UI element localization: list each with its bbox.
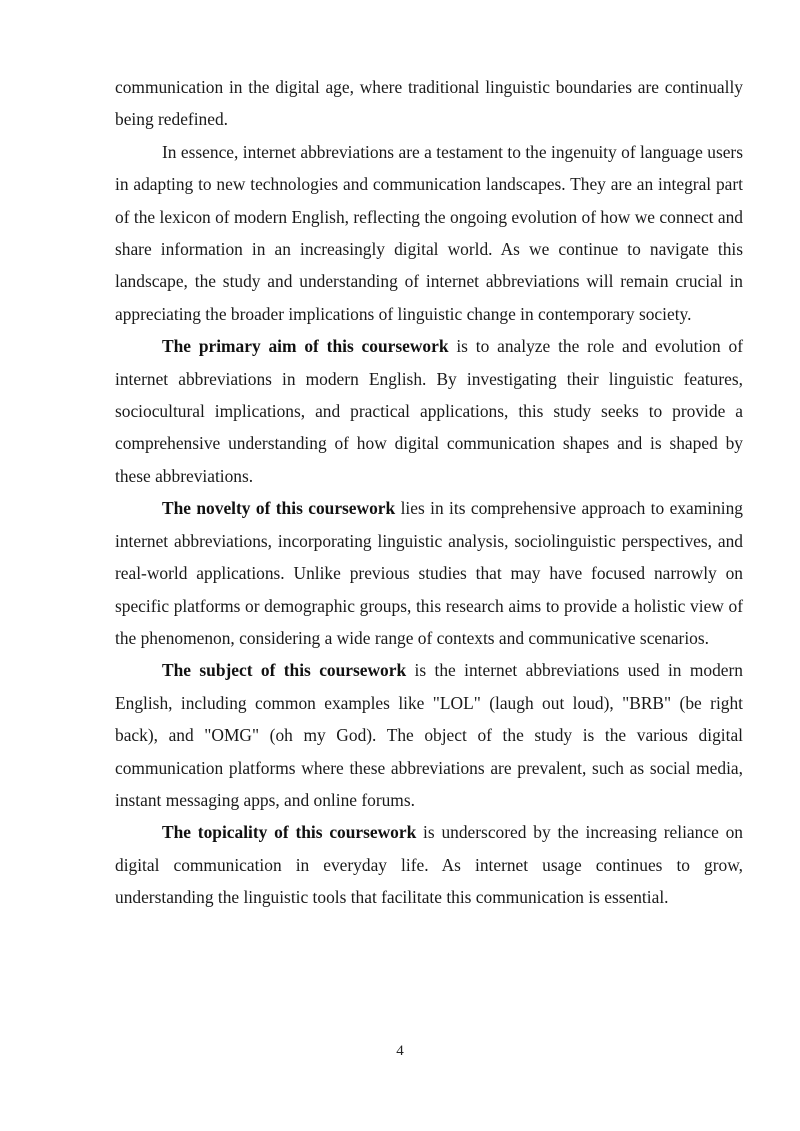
paragraph-text: lies in its comprehensive approach to examining internet abbreviations, incorporating linguistic analysis, sociolinguistic perspectives, and real-world applications. Unlike previous studies that may have focused narrowly on specific platforms or demographic groups, this research aims to provide a holistic view of the phenomenon, considering a wide range of contexts and communicative scenarios. [115, 498, 743, 648]
paragraph-text: In essence, internet abbreviations are a testament to the ingenuity of language users in adapting to new technologies and communication landscapes. They are an integral part of the lexicon of modern English, reflecting the ongoing evolution of how we connect and share information in an increasingly digital world. As we continue to navigate this landscape, the study and understanding of internet abbreviations will remain crucial in appreciating the broader implications of linguistic change in contemporary society. [115, 141, 743, 324]
paragraph-subject [115, 654, 743, 816]
body-text [115, 71, 743, 914]
paragraph-lead: The primary aim of this coursework [162, 336, 449, 357]
paragraph-continuation [115, 71, 743, 136]
paragraph-lead: The novelty of this coursework [162, 498, 396, 519]
paragraph-text: communication in the digital age, where traditional linguistic boundaries are continually being redefined. [115, 77, 743, 130]
paragraph-aim [115, 330, 743, 492]
paragraph-text: is the internet abbreviations used in modern English, including common examples like "LOL" (laugh out loud), "BRB" (be right back), and "OMG" (oh my God). The object of the study is the various digital communication platforms where these abbreviations are prevalent, such as social media, instant messaging apps, and online forums. [115, 660, 743, 810]
paragraph-text: is to analyze the role and evolution of internet abbreviations in modern English. By investigating their linguistic features, sociocultural implications, and practical applications, this study seeks to provide a comprehensive understanding of how digital communication shapes and is shaped by these abbreviations. [115, 336, 743, 486]
page-number: 4 [396, 1043, 404, 1059]
paragraph-lead: The subject of this coursework [162, 660, 407, 681]
paragraph-novelty [115, 492, 743, 654]
paragraph-lead: The topicality of this coursework [162, 822, 417, 843]
paragraph-topicality [115, 816, 743, 913]
paragraph-essence [115, 136, 743, 330]
paragraph-text: is underscored by the increasing reliance on digital communication in everyday life. As internet usage continues to grow, understanding the linguistic tools that facilitate this communication is essential. [115, 822, 743, 908]
